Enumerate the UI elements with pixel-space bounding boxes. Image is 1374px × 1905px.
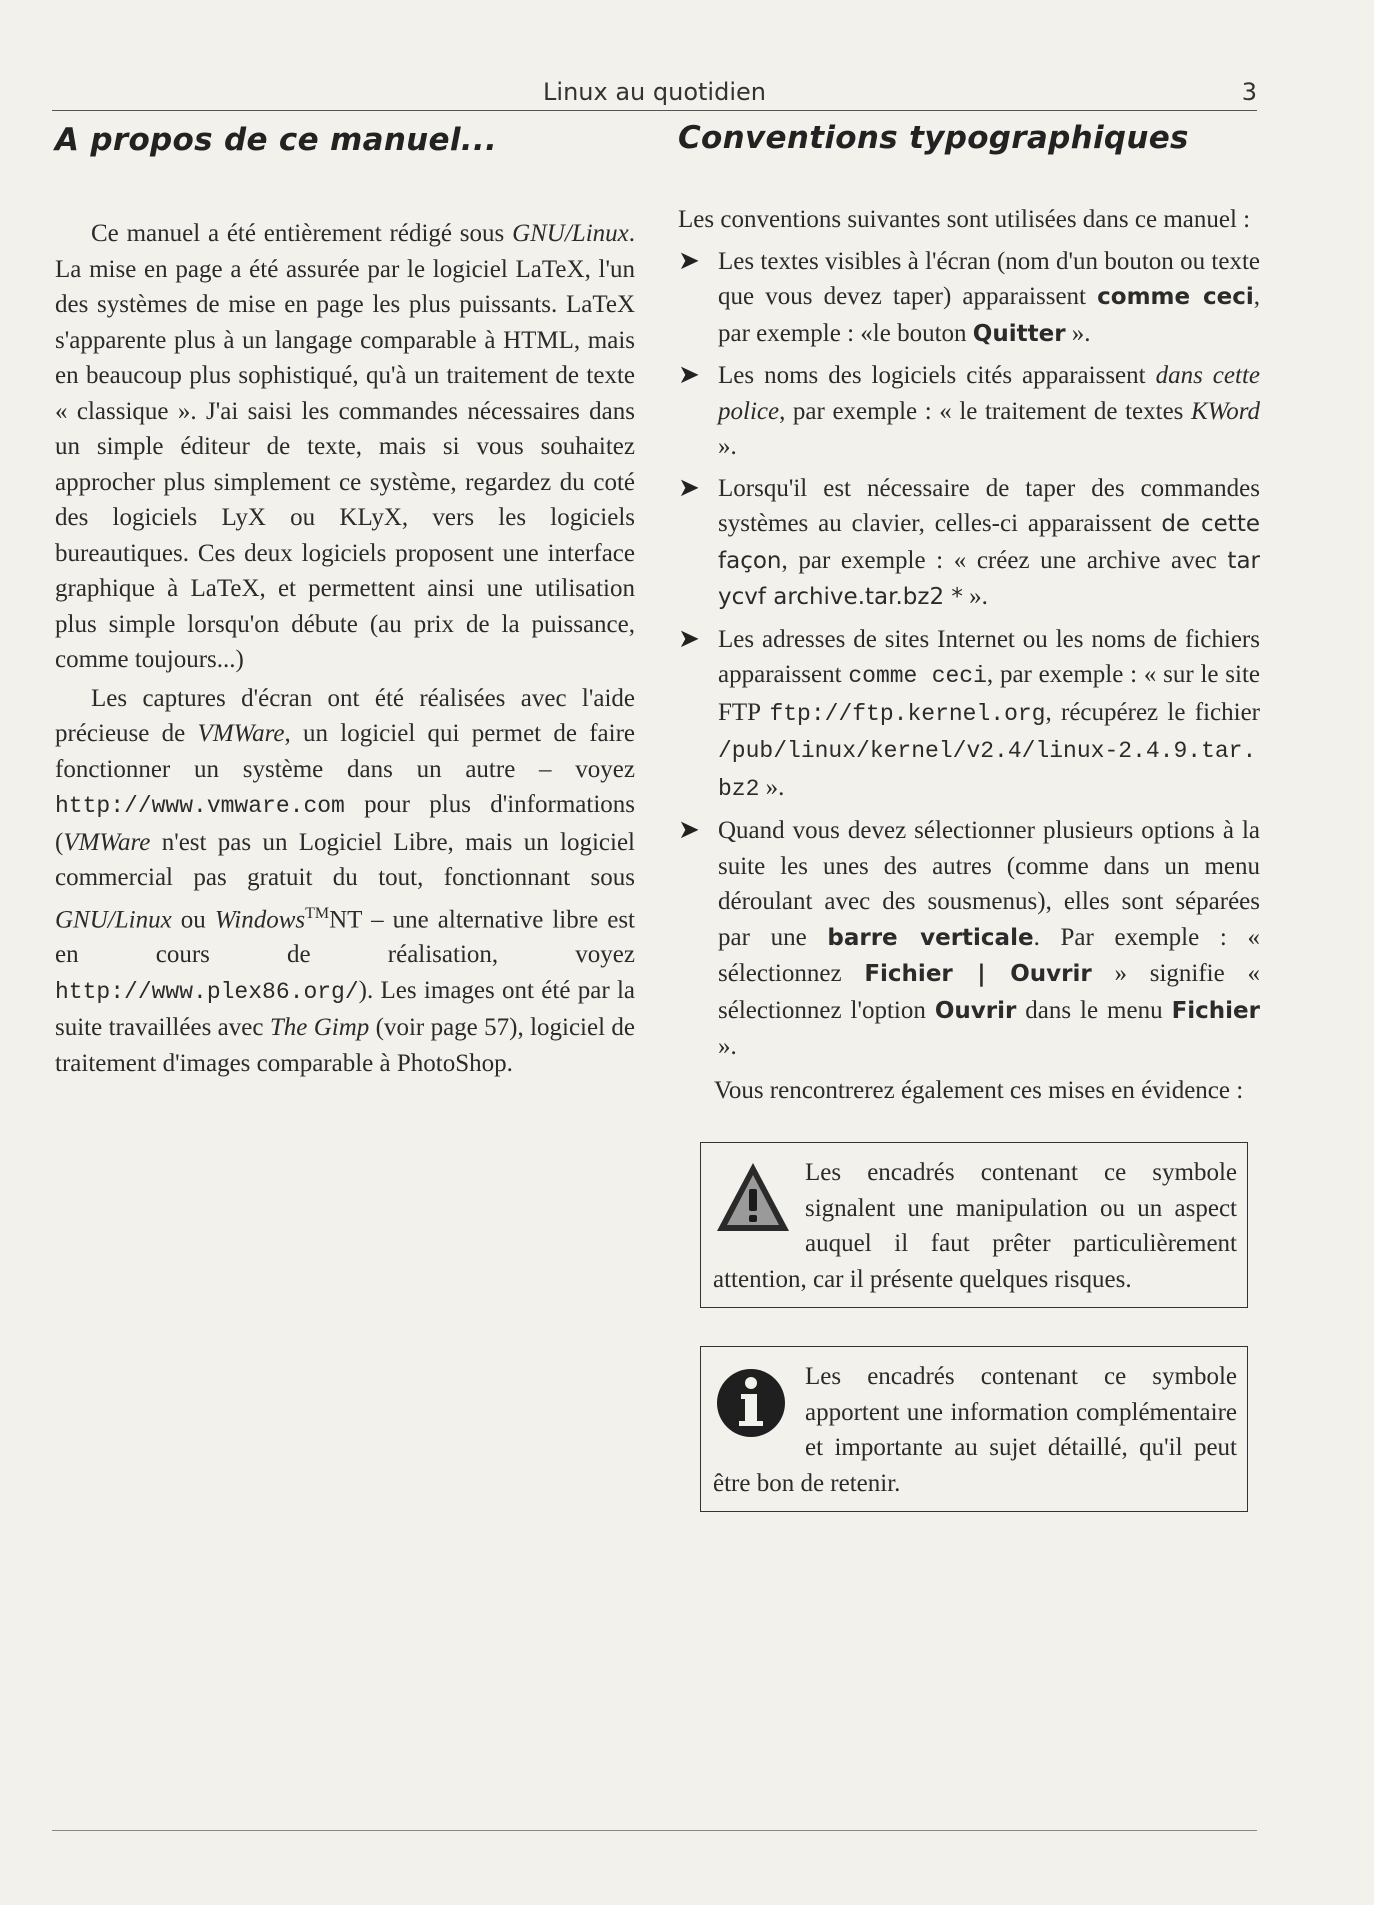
text-run: Les captures d'écran ont été réalisées avec l'aide précieuse de: [55, 684, 635, 747]
text-run: . Par exemple : « sélectionnez: [718, 923, 1260, 987]
text-run: n'est pas un Logiciel Libre, mais un logiciel commercial pas gratuit du tout, fonctionnant sous: [55, 828, 635, 891]
software-name: GNU/Linux: [512, 220, 629, 247]
section-heading-conventions: Conventions typographiques: [678, 120, 1189, 156]
text-run: ou: [171, 905, 215, 933]
info-box-text: Les encadrés contenant ce symbole apportent une information complémentaire et importante au sujet détaillé, qu'il peut être bon de retenir.: [713, 1363, 1237, 1497]
bullet-arrow-icon: ➤: [678, 623, 700, 654]
url-plex86[interactable]: http://www.plex86.org/: [55, 978, 359, 1005]
text-run: (voir page 57), logiciel de traitement d'images comparable à PhotoShop.: [55, 1014, 635, 1077]
conventions-intro: Les conventions suivantes sont utilisées dans ce manuel :: [678, 206, 1251, 233]
warning-box: [700, 1142, 1248, 1308]
bullet-arrow-icon: ➤: [678, 360, 700, 390]
bullet-arrow-icon: ➤: [678, 815, 700, 845]
text-run: Lorsqu'il est nécessaire de taper des commandes systèmes au clavier, celles-ci apparaissent: [718, 474, 1260, 537]
left-column: [55, 120, 635, 1081]
text-run: s'apparente plus à un langage comparable à HTML, mais en beaucoup plus sophistiqué, qu'à un traitement de texte « classique ». J'ai saisi les commandes nécessaires dans un simple éditeur de texte, mais si vous souhaitez approcher plus simplement ce système, regardez du coté des logiciels: [55, 326, 635, 531]
ui-text-example: Quitter: [972, 320, 1066, 347]
software-name: The Gimp: [269, 1014, 370, 1042]
text-run: ). Les images ont été par la suite travaillées avec: [55, 976, 635, 1042]
trademark-mark: TM: [305, 904, 330, 922]
text-run: ».: [962, 583, 988, 610]
latex-logo: LaTeX: [190, 575, 260, 602]
info-box: [700, 1346, 1248, 1512]
text-run: ».: [718, 1033, 737, 1060]
about-paragraph-1: [55, 216, 635, 678]
url-example: comme ceci: [848, 663, 987, 689]
command-example: de cette façon: [718, 511, 1260, 574]
ui-text-example: Fichier: [1171, 997, 1260, 1024]
ui-text-example: comme ceci: [1097, 284, 1254, 310]
text-run: Les noms des logiciels cités apparaissent: [718, 362, 1156, 389]
klyx-logo: KLyX: [339, 504, 402, 531]
text-run: , par exemple : « créez une archive avec: [781, 546, 1228, 574]
text-run: Les textes visibles à l'écran (nom d'un bouton ou texte que vous devez taper) apparaissent: [718, 247, 1260, 310]
text-run: Les adresses de sites Internet ou les noms de fichiers apparaissent: [718, 625, 1260, 688]
command-example: tar ycvf archive.tar.bz2 *: [718, 547, 1260, 610]
list-item: [678, 358, 1260, 465]
ui-text-example: barre verticale: [827, 924, 1034, 951]
footer-rule: [52, 1830, 1257, 1831]
highlight-intro: Vous rencontrerez également ces mises en évidence :: [714, 1076, 1244, 1104]
warning-icon: [713, 1157, 793, 1239]
text-run: NT – une alternative libre est en cours de réalisation, voyez: [55, 905, 636, 969]
list-item: [678, 813, 1260, 1065]
text-run: ».: [759, 773, 785, 801]
text-run: ».: [718, 433, 737, 460]
text-run: , par exemple : « le traitement de textes: [779, 397, 1191, 425]
text-run: dans le menu: [1016, 996, 1172, 1024]
text-run: ».: [1065, 319, 1091, 347]
url-vmware[interactable]: http://www.vmware.com: [55, 793, 345, 819]
text-run: Quand vous devez sélectionner plusieurs options à la suite les unes des autres (comme dans un menu déroulant avec des sousmenus), elles sont séparées par une: [718, 817, 1260, 951]
section-heading-about: A propos de ce manuel...: [55, 122, 498, 158]
list-item: [678, 471, 1260, 616]
bullet-arrow-icon: ➤: [678, 472, 700, 503]
software-name: KWord: [1190, 397, 1260, 425]
latex-logo: LaTeX: [565, 291, 635, 318]
text-run: , et permettent ainsi une utilisation plus simple lorsqu'on débute (au prix de la puissance, comme toujours...): [55, 575, 635, 673]
warning-box-text: Les encadrés contenant ce symbole signalent une manipulation ou un aspect auquel il faut prêter particulièrement attention, car il présente quelques risques.: [713, 1159, 1237, 1293]
software-name: GNU/Linux: [55, 905, 172, 933]
software-font-example: dans cette police: [718, 362, 1260, 425]
list-item: [678, 244, 1260, 353]
software-name: VMWare: [63, 828, 151, 856]
url-ftp-kernel[interactable]: ftp://ftp.kernel.org: [769, 700, 1046, 727]
text-run: » signifie « sélectionnez l'option: [718, 960, 1260, 1024]
text-run: . La mise en page a été assurée par le logiciel: [55, 220, 635, 283]
page-number: 3: [1241, 78, 1257, 106]
text-run: , récupérez le fichier: [1045, 698, 1260, 726]
ui-text-example: Ouvrir: [934, 997, 1017, 1024]
latex-logo: LaTeX: [515, 255, 585, 283]
info-icon: [713, 1361, 793, 1443]
software-name: Windows: [214, 905, 306, 933]
list-item: [678, 622, 1260, 808]
text-run: , vers les logiciels bureautiques. Ces deux logiciels proposent une interface graphique à: [55, 504, 635, 602]
text-run: , par exemple : «le bouton: [718, 283, 1260, 347]
about-paragraph-2: [55, 681, 635, 1082]
conventions-list: [678, 244, 1260, 1065]
running-title: Linux au quotidien: [543, 78, 766, 106]
text-run: ou: [265, 504, 340, 531]
running-header: [52, 78, 1257, 111]
text-run: , un logiciel qui permet de faire fonctionner un système dans un autre – voyez: [55, 720, 636, 783]
text-run: pour plus d'informations (: [55, 791, 635, 856]
right-column: [678, 120, 1260, 1512]
text-run: Ce manuel a été entièrement rédigé sous: [91, 220, 513, 247]
file-path-example: /pub/linux/kernel/v2.4/linux-2.4.9.tar.bz2: [718, 738, 1257, 802]
text-run: , l'un des systèmes de mise en page les plus puissants.: [55, 255, 636, 318]
text-run: , par exemple : « sur le site FTP: [718, 661, 1260, 726]
lyx-logo: LyX: [221, 504, 266, 531]
software-name: VMWare: [197, 720, 285, 747]
menu-path-example: Fichier | Ouvrir: [864, 961, 1092, 987]
bullet-arrow-icon: ➤: [678, 245, 700, 276]
